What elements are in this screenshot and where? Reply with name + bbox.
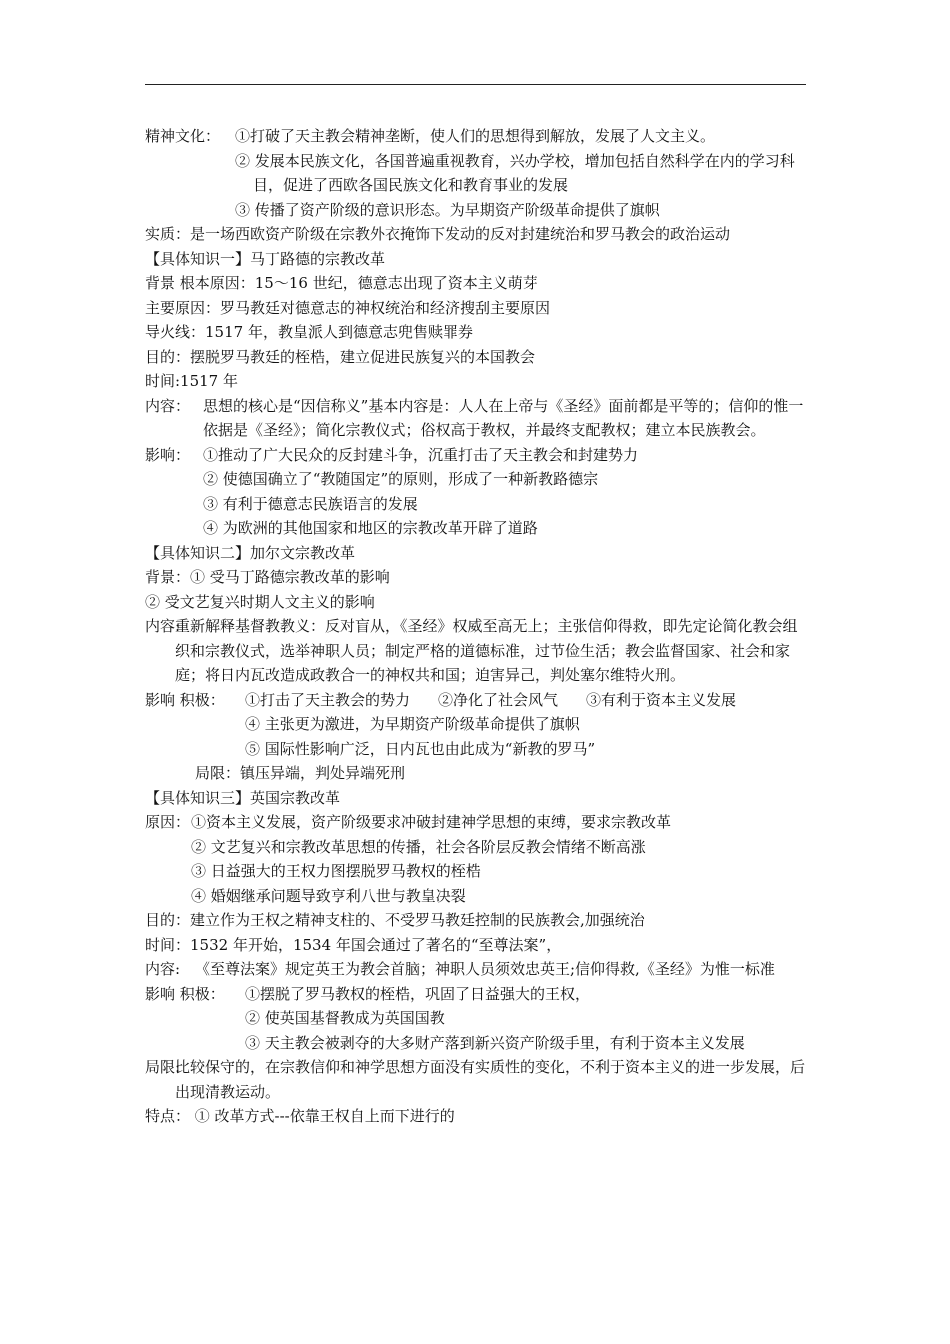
spirit-culture-line-1 — [145, 124, 810, 149]
calvin-background-1: 背景：① 受马丁路德宗教改革的影响 — [145, 568, 390, 586]
document-body — [145, 124, 810, 1129]
calvin-content — [145, 614, 810, 688]
spirit-culture-point-2: ② 发展本民族文化，各国普遍重视教育，兴办学校，增加包括自然科学在内的学习科目，促进了西欧各国民族文化和教育事业的发展 — [235, 151, 795, 194]
spirit-culture-point-1: ①打破了天主教会精神垄断，使人们的思想得到解放，发展了人文主义。 — [235, 127, 716, 145]
calvin-limitation: 局限：镇压异端，判处异端死刑 — [195, 764, 406, 782]
luther-influence-point-2: ② 使德国确立了“教随国定”的原则，形成了一种新教路德宗 — [203, 470, 599, 488]
section-heading-luther: 【具体知识一】马丁路德的宗教改革 — [145, 249, 386, 268]
spirit-culture-point-3: ③ 传播了资产阶级的意识形态。为早期资产阶级革命提供了旗帜 — [235, 200, 660, 219]
england-limitation-label: 局限: — [145, 1058, 181, 1076]
england-features: 特点： ① 改革方式---依靠王权自上而下进行的 — [145, 1107, 455, 1125]
luther-content-label: 内容： — [145, 396, 191, 415]
england-influence-label: 影响 积极： — [145, 984, 225, 1003]
luther-background: 背景 根本原因：15～16 世纪，德意志出现了资本主义萌芽 — [145, 274, 538, 292]
luther-influence-label: 影响： — [145, 445, 191, 464]
section-heading-calvin: 【具体知识二】加尔文宗教改革 — [145, 543, 356, 562]
england-limitation-text: 比较保守的，在宗教信仰和神学思想方面没有实质性的变化，不利于资本主义的进一步发展，后出现清教运动。 — [175, 1058, 806, 1101]
england-content-text: 《至尊法案》规定英王为教会首脑；神职人员须效忠英王;信仰得救,《圣经》为惟一标准 — [195, 960, 775, 978]
england-content-label: 内容: — [145, 960, 181, 978]
header-rule — [145, 84, 806, 85]
calvin-influence-point-1: ①打击了天主教会的势力 — [245, 690, 411, 709]
luther-main-cause: 主要原因：罗马教廷对德意志的神权统治和经济搜刮主要原因 — [145, 298, 551, 317]
luther-content — [145, 394, 810, 443]
section-heading-england: 【具体知识三】英国宗教改革 — [145, 788, 341, 807]
calvin-influence-point-3: ③有利于资本主义发展 — [586, 690, 737, 709]
calvin-influence-point-5: ⑤ 国际性影响广泛，日内瓦也由此成为“新教的罗马” — [245, 739, 596, 758]
spirit-culture-label: 精神文化： — [145, 127, 221, 145]
england-cause-point-2: ② 文艺复兴和宗教改革思想的传播，社会各阶层反教会情绪不断高涨 — [191, 837, 646, 856]
luther-trigger: 导火线：1517 年，教皇派人到德意志兜售赎罪券 — [145, 323, 473, 341]
england-influence-point-3: ③ 天主教会被剥夺的大多财产落到新兴资产阶级手里，有利于资本主义发展 — [245, 1033, 745, 1052]
england-cause-label: 原因： — [145, 813, 191, 831]
england-cause-point-4: ④ 婚姻继承问题导致亨利八世与教皇决裂 — [191, 886, 466, 905]
england-time: 时间：1532 年开始，1534 年国会通过了著名的“至尊法案”， — [145, 935, 562, 954]
luther-influence-point-1: ①推动了广大民众的反封建斗争，沉重打击了天主教会和封建势力 — [203, 445, 639, 464]
england-influence-point-2: ② 使英国基督教成为英国国教 — [245, 1009, 445, 1027]
england-cause-point-3: ③ 日益强大的王权力图摆脱罗马教权的桎梏 — [191, 862, 481, 880]
calvin-influence-1 — [145, 688, 810, 713]
england-cause-1 — [145, 810, 810, 835]
calvin-influence-point-4: ④ 主张更为激进，为早期资产阶级革命提供了旗帜 — [245, 715, 580, 733]
luther-time: 时间:1517 年 — [145, 372, 238, 390]
england-content — [145, 957, 810, 982]
luther-influence-point-3: ③ 有利于德意志民族语言的发展 — [203, 494, 418, 513]
england-limitation — [145, 1055, 810, 1104]
calvin-influence-point-2: ②净化了社会风气 — [438, 690, 559, 709]
england-influence-point-1: ①摆脱了罗马教权的桎梏，巩固了日益强大的王权， — [245, 984, 591, 1003]
calvin-influence-label: 影响 积极： — [145, 690, 225, 709]
england-purpose: 目的：建立作为王权之精神支柱的、不受罗马教廷控制的民族教会,加强统治 — [145, 911, 645, 929]
luther-influence-point-4: ④ 为欧洲的其他国家和地区的宗教改革开辟了道路 — [203, 519, 538, 537]
luther-purpose: 目的：摆脱罗马教廷的桎梏，建立促进民族复兴的本国教会 — [145, 347, 536, 366]
calvin-content-label: 内容: — [145, 617, 181, 635]
luther-content-text: 思想的核心是“因信称义”基本内容是：人人在上帝与《圣经》面前都是平等的；信仰的惟一依据是《圣经》；简化宗教仪式；俗权高于教权，并最终支配教权；建立本民族教会。 — [203, 396, 804, 439]
england-influence-1 — [145, 982, 810, 1007]
essence-line: 实质：是一场西欧资产阶级在宗教外衣掩饰下发动的反对封建统治和罗马教会的政治运动 — [145, 225, 731, 243]
england-cause-point-1: ①资本主义发展，资产阶级要求冲破封建神学思想的束缚，要求宗教改革 — [191, 813, 672, 831]
calvin-content-text: 重新解释基督教教义：反对盲从，《圣经》权威至高无上；主张信仰得救，即先定论简化教会组织和宗教仪式，选举神职人员；制定严格的道德标准，过节俭生活；教会监督国家、社会和家庭；将日内瓦改造成政教合一的神权共和国；迫害异己，判处塞尔维特火刑。 — [175, 617, 798, 684]
luther-influence-1 — [145, 443, 810, 468]
calvin-background-2: ② 受文艺复兴时期人文主义的影响 — [145, 592, 375, 611]
